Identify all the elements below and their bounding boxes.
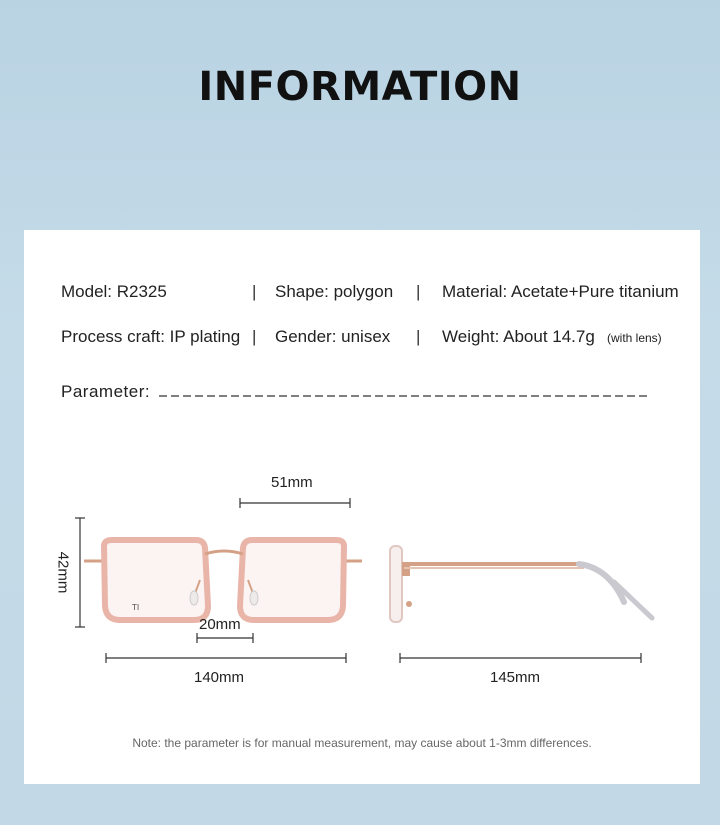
frame-width-label: 140mm [194,669,245,686]
spec-material: Material: Acetate+Pure titanium [442,282,679,301]
lens-width-line [240,498,350,508]
glasses-diagram [24,230,700,784]
separator: | [252,282,257,301]
bridge-line [197,633,253,643]
spec-gender: Gender: unisex [275,327,391,346]
info-card [24,230,700,784]
measurement-note: Note: the parameter is for manual measurement, may cause about 1-3mm differences. [132,736,592,750]
bridge-label: 20mm [199,616,241,633]
temple-length-label: 145mm [490,669,541,686]
svg-text:TI: TI [132,603,140,612]
page-title: INFORMATION [198,64,522,110]
separator: | [416,282,421,301]
spec-shape: Shape: polygon [275,282,394,301]
glasses-front-view [84,540,362,620]
frame-width-line [106,653,346,663]
parameter-label-text: Parameter: [61,382,151,401]
glasses-side-view [390,546,652,622]
lens-height-line [75,518,85,627]
spec-weight: Weight: About 14.7g [442,327,595,346]
spec-process: Process craft: IP plating [61,327,241,346]
lens-height-label: 42mm [54,551,72,594]
separator: | [416,327,421,346]
separator: | [252,327,257,346]
spec-model: Model: R2325 [61,282,167,301]
temple-length-line [400,653,641,663]
lens-width-label: 51mm [271,474,313,491]
spec-weight-note: (with lens) [607,331,662,345]
